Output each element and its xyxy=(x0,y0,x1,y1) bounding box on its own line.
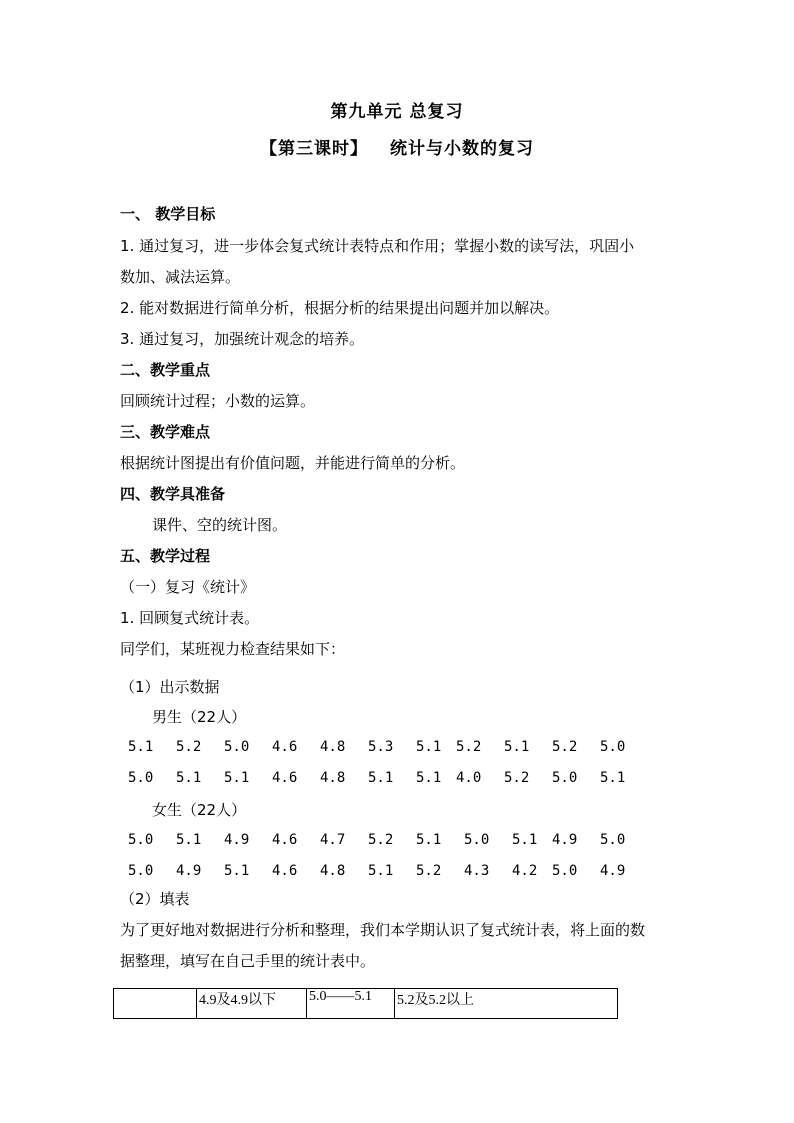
girls-data-row-1 xyxy=(128,832,648,852)
data-value: 5.0 xyxy=(552,770,578,786)
boys-data-row-1 xyxy=(128,739,648,759)
statistics-table xyxy=(113,988,618,1019)
data-value: 5.1 xyxy=(600,770,626,786)
data-value: 4.9 xyxy=(552,832,578,848)
process-heading: 五、教学过程 xyxy=(120,547,211,565)
data-value: 5.2 xyxy=(416,863,442,879)
data-value: 5.2 xyxy=(504,770,530,786)
data-value: 4.9 xyxy=(176,863,202,879)
data-value: 4.8 xyxy=(320,739,346,755)
table-header-cell: 5.2及5.2以上 xyxy=(395,989,618,1019)
data-value: 5.1 xyxy=(176,770,202,786)
data-value: 5.0 xyxy=(128,863,154,879)
table-header-cell: 5.0——5.1 xyxy=(307,989,395,1019)
data-value: 4.6 xyxy=(272,863,298,879)
data-value: 5.1 xyxy=(368,770,394,786)
data-value: 5.1 xyxy=(504,739,530,755)
materials-heading: 四、教学具准备 xyxy=(120,485,226,503)
data-value: 4.0 xyxy=(456,770,482,786)
girls-data-row-2 xyxy=(128,863,648,883)
table-header-cell: 4.9及4.9以下 xyxy=(197,989,307,1019)
data-value: 5.1 xyxy=(128,739,154,755)
data-value: 5.0 xyxy=(224,739,250,755)
data-value: 4.3 xyxy=(464,863,490,879)
lesson-title: 统计与小数的复习 xyxy=(390,139,534,159)
girls-label: 女生（22人） xyxy=(152,801,247,819)
data-value: 5.1 xyxy=(176,832,202,848)
data-value: 5.1 xyxy=(416,832,442,848)
data-value: 4.8 xyxy=(320,770,346,786)
table-header-cell xyxy=(114,989,197,1019)
goal-1-line-2: 数加、减法运算。 xyxy=(120,268,241,286)
boys-label: 男生（22人） xyxy=(152,708,247,726)
data-value: 5.1 xyxy=(512,832,538,848)
key-points-heading: 二、教学重点 xyxy=(120,361,211,379)
difficulties-heading: 三、教学难点 xyxy=(120,423,211,441)
difficulties-text: 根据统计图提出有价值问题，并能进行简单的分析。 xyxy=(120,454,466,472)
data-value: 5.0 xyxy=(128,832,154,848)
goals-heading: 一、 教学目标 xyxy=(120,205,216,223)
data-value: 5.3 xyxy=(368,739,394,755)
data-value: 5.1 xyxy=(416,770,442,786)
data-value: 4.8 xyxy=(320,863,346,879)
boys-data-row-2 xyxy=(128,770,648,790)
goal-3: 3. 通过复习，加强统计观念的培养。 xyxy=(120,330,365,348)
data-value: 5.1 xyxy=(368,863,394,879)
data-value: 4.6 xyxy=(272,739,298,755)
data-value: 5.0 xyxy=(464,832,490,848)
intro-text: 同学们，某班视力检查结果如下： xyxy=(120,640,346,658)
fill-table-label: （2）填表 xyxy=(120,890,190,908)
unit-title: 第九单元 总复习 xyxy=(330,102,464,122)
data-value: 4.6 xyxy=(272,770,298,786)
data-value: 4.9 xyxy=(600,863,626,879)
data-value: 5.0 xyxy=(600,832,626,848)
lesson-title-line xyxy=(0,134,794,159)
show-data-label: （1）出示数据 xyxy=(120,678,220,696)
data-value: 4.6 xyxy=(272,832,298,848)
data-value: 5.0 xyxy=(552,863,578,879)
lesson-tag: 【第三课时】 xyxy=(260,139,368,159)
data-value: 5.1 xyxy=(224,863,250,879)
paragraph-line-2: 据整理，填写在自己手里的统计表中。 xyxy=(120,952,376,970)
data-value: 5.1 xyxy=(224,770,250,786)
key-points-text: 回顾统计过程；小数的运算。 xyxy=(120,392,316,410)
goal-1-line-1: 1. 通过复习，进一步体会复式统计表特点和作用；掌握小数的读写法，巩固小 xyxy=(120,237,635,255)
paragraph-line-1: 为了更好地对数据进行分析和整理，我们本学期认识了复式统计表，将上面的数 xyxy=(120,921,646,939)
data-value: 4.9 xyxy=(224,832,250,848)
review-heading: （一）复习《统计》 xyxy=(120,578,256,596)
table-header-row xyxy=(114,989,618,1019)
data-value: 5.1 xyxy=(416,739,442,755)
data-value: 5.2 xyxy=(552,739,578,755)
data-value: 5.2 xyxy=(368,832,394,848)
step-1: 1. 回顾复式统计表。 xyxy=(120,609,260,627)
data-value: 4.7 xyxy=(320,832,346,848)
goal-2: 2. 能对数据进行简单分析，根据分析的结果提出问题并加以解决。 xyxy=(120,299,560,317)
materials-text: 课件、空的统计图。 xyxy=(152,516,288,534)
data-value: 4.2 xyxy=(512,863,538,879)
data-value: 5.2 xyxy=(456,739,482,755)
data-value: 5.0 xyxy=(600,739,626,755)
data-value: 5.0 xyxy=(128,770,154,786)
data-value: 5.2 xyxy=(176,739,202,755)
